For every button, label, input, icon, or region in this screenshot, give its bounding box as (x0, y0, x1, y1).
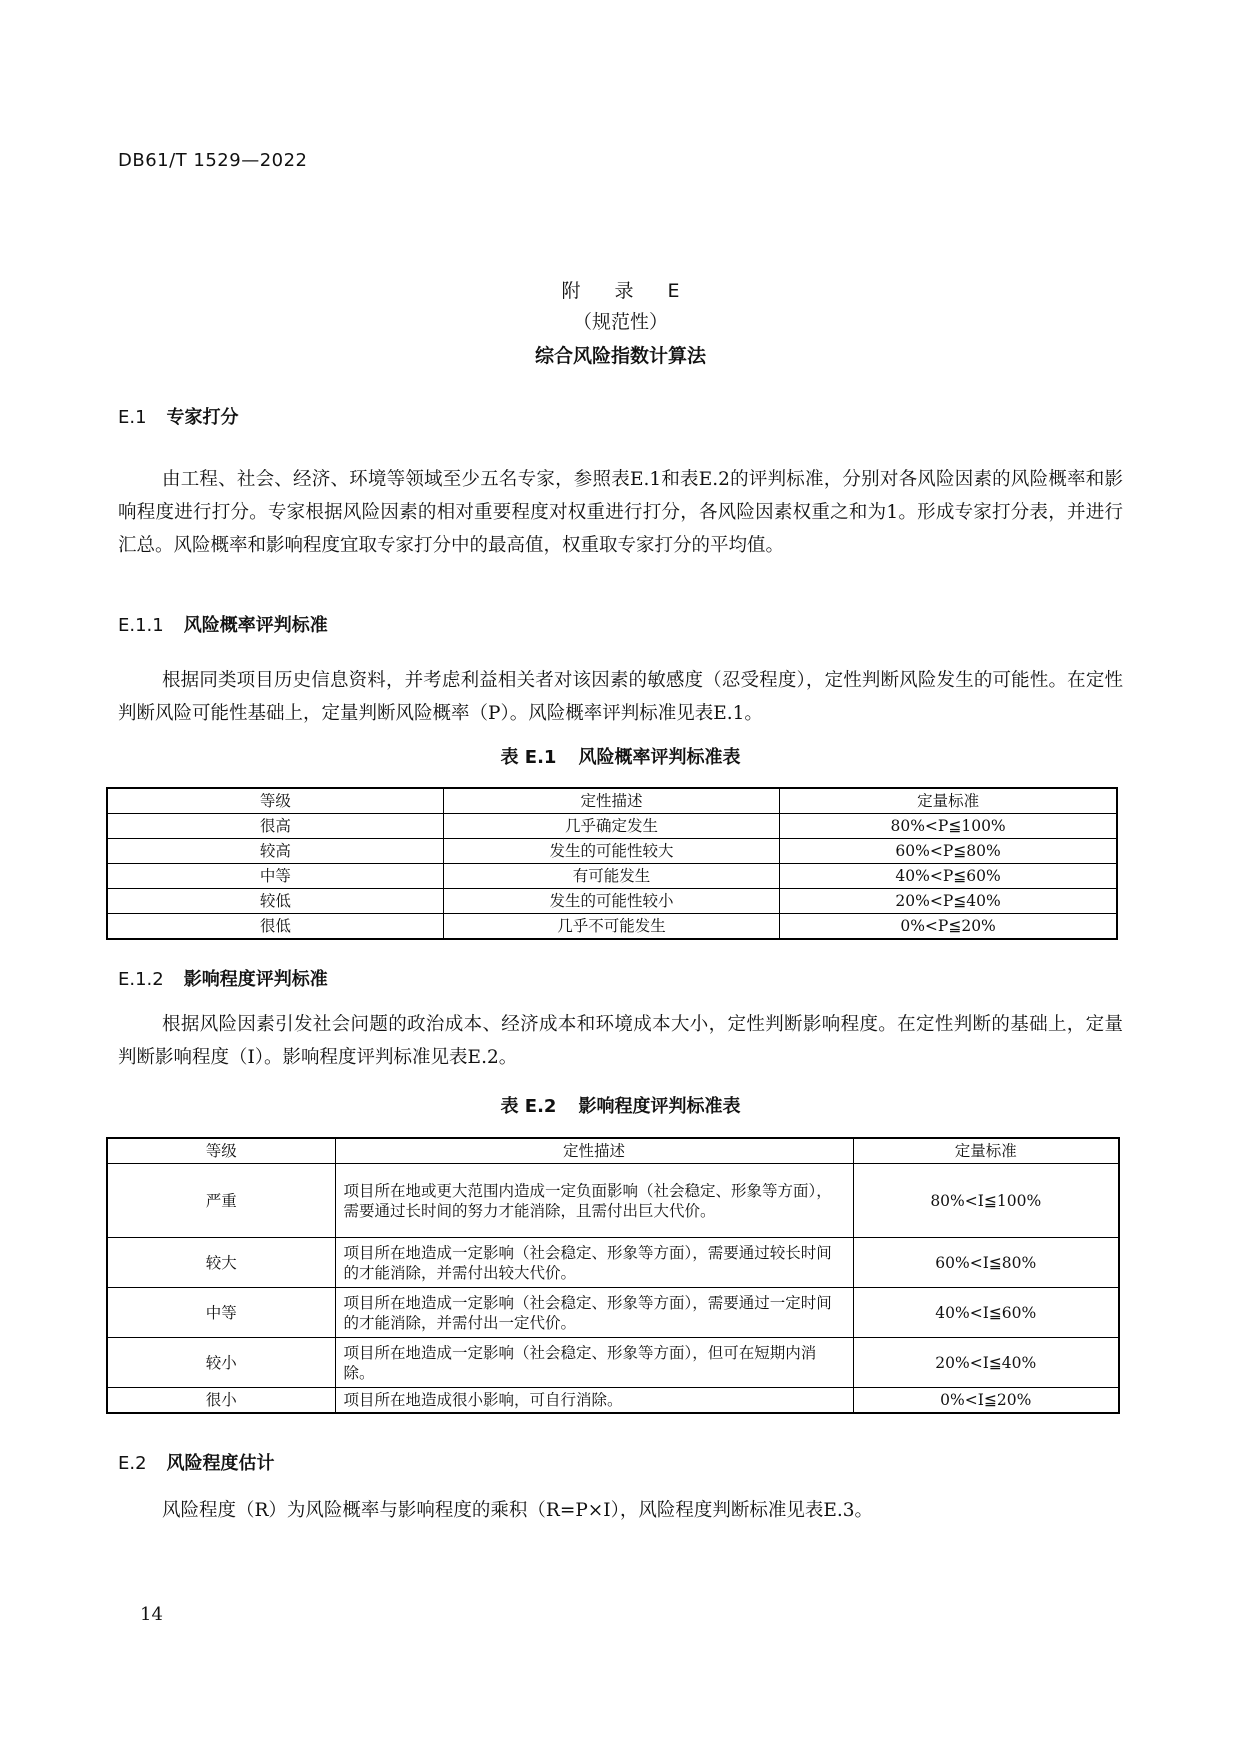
level-cell: 较小 (107, 1338, 335, 1388)
table-e2-caption (0, 1092, 1241, 1118)
section-heading-e1-1 (118, 611, 328, 637)
criterion-cell: 0%<P≦20% (780, 914, 1117, 940)
section-body-e1: 由工程、社会、经济、环境等领域至少五名专家，参照表E.1和表E.2的评判标准，分别对各风险因素的风险概率和影响程度进行打分。专家根据风险因素的相对重要程度对权重进行打分，各风险因素权重之和为1。形成专家打分表，并进行汇总。风险概率和影响程度宜取专家打分中的最高值，权重取专家打分的平均值。 (118, 469, 1123, 556)
caption-number: 表 E.1 (500, 747, 557, 768)
header-cell: 定性描述 (443, 788, 779, 814)
section-number: E.1.2 (118, 969, 164, 990)
table-row (107, 864, 1117, 889)
description-cell: 有可能发生 (443, 864, 779, 889)
description-cell: 几乎不可能发生 (443, 914, 779, 940)
level-cell: 较高 (107, 839, 443, 864)
caption-title: 影响程度评判标准表 (578, 1096, 741, 1117)
section-heading-e1-2 (118, 965, 328, 991)
criterion-cell: 60%<P≦80% (780, 839, 1117, 864)
level-cell: 很高 (107, 814, 443, 839)
table-header-row (107, 788, 1117, 814)
level-cell: 较低 (107, 889, 443, 914)
header-cell: 定量标准 (853, 1138, 1119, 1164)
description-cell: 项目所在地造成一定影响（社会稳定、形象等方面），但可在短期内消除。 (335, 1338, 853, 1388)
level-cell: 很低 (107, 914, 443, 940)
header-cell: 等级 (107, 1138, 335, 1164)
table-row (107, 814, 1117, 839)
appendix-type: （规范性） (572, 311, 668, 333)
criterion-cell: 0%<I≦20% (853, 1388, 1119, 1413)
table-row (107, 1338, 1119, 1388)
page-number: 14 (140, 1604, 163, 1625)
header-cell: 定性描述 (335, 1138, 853, 1164)
table-row (107, 1388, 1119, 1413)
section-number: E.1 (118, 407, 147, 428)
description-cell: 项目所在地造成一定影响（社会稳定、形象等方面），需要通过一定时间的才能消除，并需付出一定代价。 (335, 1288, 853, 1338)
section-body-e1-2: 根据风险因素引发社会问题的政治成本、经济成本和环境成本大小，定性判断影响程度。在定性判断的基础上，定量判断影响程度（I）。影响程度评判标准见表E.2。 (118, 1014, 1123, 1068)
description-cell: 发生的可能性较小 (443, 889, 779, 914)
criterion-cell: 40%<P≦60% (780, 864, 1117, 889)
section-body-e1-1: 根据同类项目历史信息资料，并考虑利益相关者对该因素的敏感度（忍受程度），定性判断风险发生的可能性。在定性判断风险可能性基础上，定量判断风险概率（P）。风险概率评判标准见表E.1。 (118, 670, 1123, 724)
section-heading-e2 (118, 1449, 275, 1475)
description-cell: 项目所在地或更大范围内造成一定负面影响（社会稳定、形象等方面），需要通过长时间的努力才能消除，且需付出巨大代价。 (335, 1164, 853, 1238)
criterion-cell: 80%<P≦100% (780, 814, 1117, 839)
caption-number: 表 E.2 (500, 1096, 557, 1117)
description-cell: 发生的可能性较大 (443, 839, 779, 864)
criterion-cell: 60%<I≦80% (853, 1238, 1119, 1288)
table-e2 (106, 1137, 1120, 1414)
table-row (107, 1238, 1119, 1288)
description-cell: 项目所在地造成很小影响，可自行消除。 (335, 1388, 853, 1413)
level-cell: 中等 (107, 864, 443, 889)
section-title: 专家打分 (166, 407, 239, 428)
section-number: E.2 (118, 1453, 147, 1474)
header-cell: 等级 (107, 788, 443, 814)
appendix-name: 综合风险指数计算法 (534, 345, 706, 367)
level-cell: 很小 (107, 1388, 335, 1413)
level-cell: 中等 (107, 1288, 335, 1338)
table-row (107, 1288, 1119, 1338)
level-cell: 严重 (107, 1164, 335, 1238)
table-row (107, 914, 1117, 940)
criterion-cell: 20%<P≦40% (780, 889, 1117, 914)
criterion-cell: 40%<I≦60% (853, 1288, 1119, 1338)
table-row (107, 1164, 1119, 1238)
caption-title: 风险概率评判标准表 (578, 747, 741, 768)
criterion-cell: 20%<I≦40% (853, 1338, 1119, 1388)
criterion-cell: 80%<I≦100% (853, 1164, 1119, 1238)
description-cell: 几乎确定发生 (443, 814, 779, 839)
document-code: DB61/T 1529—2022 (118, 150, 308, 171)
section-title: 影响程度评判标准 (183, 969, 328, 990)
table-header-row (107, 1138, 1119, 1164)
appendix-title: 附 录 E (561, 280, 694, 302)
table-e1 (106, 787, 1118, 940)
level-cell: 较大 (107, 1238, 335, 1288)
header-cell: 定量标准 (780, 788, 1117, 814)
description-cell: 项目所在地造成一定影响（社会稳定、形象等方面），需要通过较长时间的才能消除，并需付出较大代价。 (335, 1238, 853, 1288)
section-heading-e1 (118, 403, 239, 429)
table-row (107, 889, 1117, 914)
section-title: 风险概率评判标准 (183, 615, 328, 636)
section-number: E.1.1 (118, 615, 164, 636)
table-row (107, 839, 1117, 864)
table-e1-caption (0, 743, 1241, 769)
section-title: 风险程度估计 (166, 1453, 275, 1474)
section-body-e2: 风险程度（R）为风险概率与影响程度的乘积（R=P×I），风险程度判断标准见表E.3。 (162, 1500, 874, 1521)
